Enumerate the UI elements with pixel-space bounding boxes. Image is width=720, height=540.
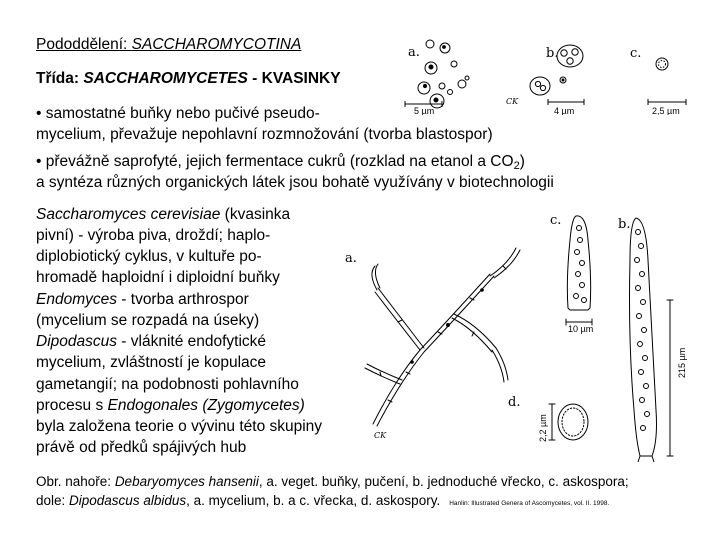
endomyces-name: Endomyces: [36, 291, 117, 308]
body-line-8: mycelium, zvláštností je kopulace: [36, 354, 267, 371]
debaryomyces-name: Debaryomyces hansenii: [114, 474, 259, 489]
caption-line-1: [36, 472, 629, 491]
saccharomyces-name: Saccharomyces cerevisiae: [36, 206, 221, 223]
bullet-1-line-2: mycelium, převažuje nepohlavní rozmnožování (tvorba blastospor): [36, 126, 493, 143]
body-line-7-rest: - vláknité endofytické: [117, 333, 267, 350]
body-line-10: [36, 395, 305, 416]
long-ascus-illustration: [630, 218, 674, 462]
caption-2-pre: dole:: [36, 493, 70, 508]
mycelium-illustration: [365, 248, 520, 426]
top-label-b: b.: [546, 46, 559, 61]
subdivision-heading: [36, 34, 301, 55]
body-line-4: hromadě haploidní i diploidní buňky: [36, 269, 280, 286]
body-line-3: diplobiotický cyklus, v kultuře po-: [36, 248, 262, 265]
top-scale-b: 4 µm: [554, 106, 575, 115]
bullet-1-line-1: • samostatné buňky nebo pučivé pseudo-: [36, 105, 320, 122]
body-line-1: [36, 204, 290, 225]
class-suffix: - KVASINKY: [247, 70, 341, 87]
body-line-12: právě od předků spájivých hub: [36, 439, 247, 456]
body-line-10-pre: procesu s: [36, 397, 108, 414]
top-label-c: c.: [630, 46, 642, 61]
small-ascus-illustration: [566, 216, 592, 325]
endogonales-name: Endogonales (Zygomycetes): [107, 397, 305, 414]
bottom-signature: CK: [374, 431, 387, 440]
subdivision-label: Pododdělení:: [36, 36, 132, 53]
bullet-2-line-2: a syntéza různých organických látek jsou bohatě využívány v biotechnologii: [36, 174, 554, 191]
citation: Hanlin: Illustrated Genera of Ascomycetes, vol. II. 1998.: [449, 500, 610, 507]
body-line-1-rest: (kvasinka: [220, 206, 291, 223]
class-label: Třída:: [36, 70, 84, 87]
body-line-11: byla založena teorie o vývinu této skupiny: [36, 418, 323, 435]
class-name: SACCHAROMYCETES: [83, 70, 248, 87]
askospore-illustration: [549, 404, 588, 440]
top-label-a: a.: [408, 45, 420, 60]
caption-1-pre: Obr. nahoře:: [36, 474, 115, 489]
bottom-label-d: d.: [508, 395, 521, 410]
bottom-label-b: b.: [618, 217, 631, 232]
dipodascus-albidus-name: Dipodascus albidus: [69, 493, 187, 508]
caption-1-rest: , a. veget. buňky, pučení, b. jednoduché vřecko, c. askospora;: [258, 474, 629, 489]
bullet-2-text: • převážně saprofyté, jejich fermentace cukrů (rozklad na etanol a CO: [36, 153, 514, 170]
caption-2-rest: , a. mycelium, b. a c. vřecka, d. askospory.: [186, 493, 441, 508]
body-line-2: pivní) - výroba piva, droždí; haplo-: [36, 227, 271, 244]
bottom-scale-b: 215 µm: [677, 347, 687, 378]
debaryomyces-figure: [400, 30, 700, 115]
body-line-6: (mycelium se rozpadá na úseky): [36, 312, 260, 329]
body-line-5: [36, 289, 249, 310]
caption-line-2: [36, 491, 609, 513]
top-scale-a: 5 µm: [414, 106, 435, 115]
body-line-5-rest: - tvorba arthrospor: [116, 291, 249, 308]
subdivision-name: SACCHAROMYCOTINA: [131, 36, 302, 53]
top-signature: CK: [506, 97, 519, 106]
bottom-scale-d: 2,2 µm: [538, 414, 548, 442]
co2-subscript: 2: [513, 160, 520, 172]
body-line-7: [36, 331, 266, 352]
bottom-scale-c: 10 µm: [568, 324, 594, 334]
bottom-label-c: c.: [550, 213, 562, 228]
bottom-label-a: a.: [345, 251, 357, 266]
dipodascus-name: Dipodascus: [36, 333, 117, 350]
dipodascus-figure: [340, 200, 700, 462]
top-scale-c: 2,5 µm: [652, 106, 680, 115]
ascospore-illustration: [648, 58, 686, 105]
class-heading: [36, 68, 341, 89]
bullet-2-close: ): [519, 153, 525, 170]
body-line-9: gametangií; na podobnosti pohlavního: [36, 376, 299, 393]
